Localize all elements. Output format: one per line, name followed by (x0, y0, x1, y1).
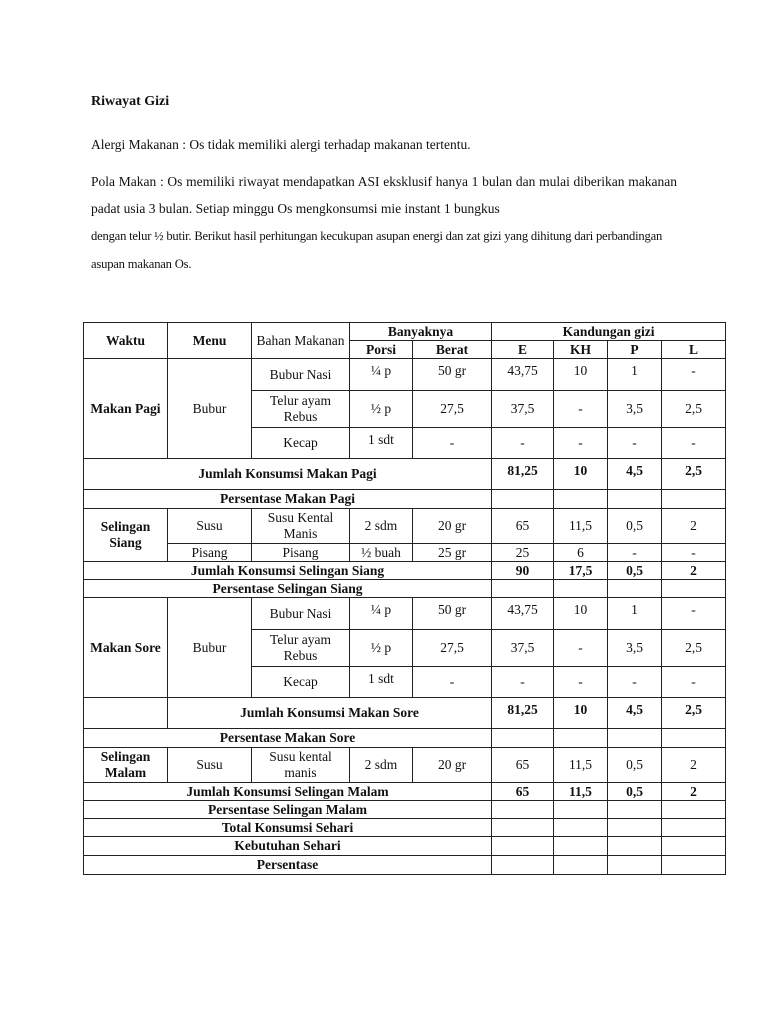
daily-total-label: Total Konsumsi Sehari (84, 819, 492, 837)
l-cell: 2,5 (662, 391, 726, 428)
total-l: 2 (662, 783, 726, 801)
berat-cell: 27,5 (413, 391, 492, 428)
header-porsi: Porsi (350, 341, 413, 359)
bahan-cell: Kecap (252, 428, 350, 459)
section-heading: Riwayat Gizi (91, 94, 170, 109)
percentage-label: Persentase Makan Sore (84, 729, 492, 748)
overall-percentage-label: Persentase (84, 856, 492, 875)
total-e: 90 (492, 562, 554, 580)
total-row (84, 698, 726, 729)
e-cell: 37,5 (492, 630, 554, 667)
kh-cell: 6 (554, 544, 608, 562)
bahan-cell: Susu kental manis (252, 748, 350, 783)
header-kh: KH (554, 341, 608, 359)
e-cell: 43,75 (492, 359, 554, 391)
menu-cell: Bubur (168, 359, 252, 459)
diet-pattern-continued-paragraph: dengan telur ½ butir. Berikut hasil perhitungan kecukupan asupan energi dan zat gizi yang dihitung dari perbandingan asupan makanan Os. (91, 229, 663, 271)
l-cell: 2,5 (662, 630, 726, 667)
table-row (84, 509, 726, 544)
kh-cell: 10 (554, 598, 608, 630)
bahan-cell: Kecap (252, 667, 350, 698)
l-cell: 2 (662, 509, 726, 544)
menu-cell: Susu (168, 509, 252, 544)
daily-need-label: Kebutuhan Sehari (84, 837, 492, 856)
bahan-cell: Bubur Nasi (252, 598, 350, 630)
p-cell: - (608, 544, 662, 562)
header-menu: Menu (168, 323, 252, 359)
total-label: Jumlah Konsumsi Makan Pagi (84, 459, 492, 490)
total-p: 4,5 (608, 459, 662, 490)
overall-percentage-row (84, 856, 726, 875)
header-banyaknya: Banyaknya (350, 323, 492, 341)
total-kh: 11,5 (554, 783, 608, 801)
total-kh: 17,5 (554, 562, 608, 580)
total-p: 0,5 (608, 562, 662, 580)
total-l: 2 (662, 562, 726, 580)
e-cell: 37,5 (492, 391, 554, 428)
e-cell: - (492, 428, 554, 459)
p-cell: 3,5 (608, 391, 662, 428)
header-bahan: Bahan Makanan (252, 323, 350, 359)
total-kh: 10 (554, 698, 608, 729)
total-label: Jumlah Konsumsi Makan Sore (168, 698, 492, 729)
diet-pattern-paragraph: Pola Makan : Os memiliki riwayat mendapatkan ASI eksklusif hanya 1 bulan dan mulai diberikan makanan padat usia 3 bulan. Setiap minggu Os mengkonsumsi mie instant 1 bungkus (91, 174, 677, 216)
daily-need-row (84, 837, 726, 856)
p-cell: 3,5 (608, 630, 662, 667)
berat-cell: - (413, 428, 492, 459)
porsi-cell: ½ p (350, 391, 413, 428)
kh-cell: - (554, 667, 608, 698)
allergy-paragraph: Alergi Makanan : Os tidak memiliki alergi terhadap makanan tertentu. (91, 137, 471, 152)
daily-total-row (84, 819, 726, 837)
e-cell: - (492, 667, 554, 698)
e-cell: 25 (492, 544, 554, 562)
p-cell: 1 (608, 598, 662, 630)
total-row (84, 783, 726, 801)
total-l: 2,5 (662, 459, 726, 490)
table-row (84, 544, 726, 562)
p-cell: 0,5 (608, 509, 662, 544)
percentage-label: Persentase Makan Pagi (84, 490, 492, 509)
porsi-cell: 2 sdm (350, 748, 413, 783)
total-label: Jumlah Konsumsi Selingan Siang (84, 562, 492, 580)
berat-cell: - (413, 667, 492, 698)
porsi-cell: ¼ p (350, 359, 413, 391)
waktu-cell: Selingan Siang (84, 509, 168, 562)
l-cell: - (662, 359, 726, 391)
total-e: 81,25 (492, 459, 554, 490)
percentage-row (84, 801, 726, 819)
waktu-cell: Makan Pagi (84, 359, 168, 459)
porsi-cell: ¼ p (350, 598, 413, 630)
table-row (84, 748, 726, 783)
porsi-cell: 2 sdm (350, 509, 413, 544)
kh-cell: - (554, 428, 608, 459)
l-cell: - (662, 667, 726, 698)
header-l: L (662, 341, 726, 359)
total-label: Jumlah Konsumsi Selingan Malam (84, 783, 492, 801)
bahan-cell: Telur ayam Rebus (252, 391, 350, 428)
kh-cell: - (554, 630, 608, 667)
total-kh: 10 (554, 459, 608, 490)
menu-cell: Pisang (168, 544, 252, 562)
percentage-row (84, 580, 726, 598)
table-row (84, 598, 726, 630)
p-cell: - (608, 667, 662, 698)
l-cell: 2 (662, 748, 726, 783)
table-header-row (84, 323, 726, 341)
total-row (84, 562, 726, 580)
bahan-cell: Telur ayam Rebus (252, 630, 350, 667)
waktu-cell: Makan Sore (84, 598, 168, 698)
bahan-cell: Susu Kental Manis (252, 509, 350, 544)
kh-cell: - (554, 391, 608, 428)
berat-cell: 50 gr (413, 598, 492, 630)
bahan-cell: Pisang (252, 544, 350, 562)
bahan-cell: Bubur Nasi (252, 359, 350, 391)
l-cell: - (662, 544, 726, 562)
l-cell: - (662, 598, 726, 630)
header-kandungan: Kandungan gizi (492, 323, 726, 341)
berat-cell: 50 gr (413, 359, 492, 391)
waktu-cell: Selingan Malam (84, 748, 168, 783)
l-cell: - (662, 428, 726, 459)
p-cell: 1 (608, 359, 662, 391)
total-l: 2,5 (662, 698, 726, 729)
total-e: 65 (492, 783, 554, 801)
total-e: 81,25 (492, 698, 554, 729)
berat-cell: 25 gr (413, 544, 492, 562)
kh-cell: 11,5 (554, 748, 608, 783)
porsi-cell: ½ p (350, 630, 413, 667)
berat-cell: 20 gr (413, 748, 492, 783)
percentage-label: Persentase Selingan Siang (84, 580, 492, 598)
total-p: 4,5 (608, 698, 662, 729)
menu-cell: Bubur (168, 598, 252, 698)
kh-cell: 11,5 (554, 509, 608, 544)
porsi-cell: ½ buah (350, 544, 413, 562)
berat-cell: 27,5 (413, 630, 492, 667)
header-p: P (608, 341, 662, 359)
p-cell: - (608, 428, 662, 459)
porsi-cell: 1 sdt (350, 428, 413, 459)
porsi-cell: 1 sdt (350, 667, 413, 698)
kh-cell: 10 (554, 359, 608, 391)
nutrition-table (83, 322, 726, 875)
header-berat: Berat (413, 341, 492, 359)
berat-cell: 20 gr (413, 509, 492, 544)
total-p: 0,5 (608, 783, 662, 801)
percentage-label: Persentase Selingan Malam (84, 801, 492, 819)
p-cell: 0,5 (608, 748, 662, 783)
e-cell: 65 (492, 509, 554, 544)
header-waktu: Waktu (84, 323, 168, 359)
header-e: E (492, 341, 554, 359)
total-row (84, 459, 726, 490)
e-cell: 65 (492, 748, 554, 783)
e-cell: 43,75 (492, 598, 554, 630)
percentage-row (84, 490, 726, 509)
table-row (84, 359, 726, 391)
percentage-row (84, 729, 726, 748)
menu-cell: Susu (168, 748, 252, 783)
